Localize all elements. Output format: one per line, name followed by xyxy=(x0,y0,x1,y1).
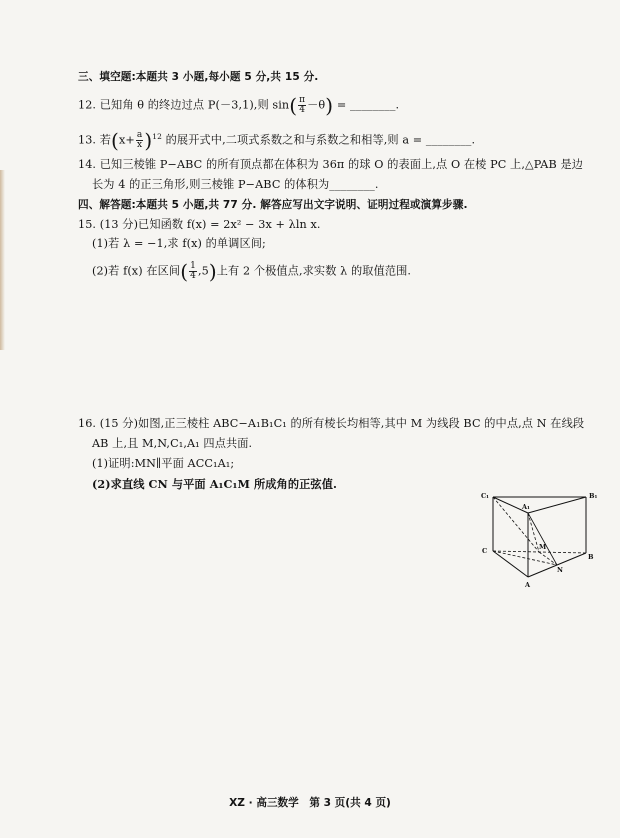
question-14-line1: 14. 已知三棱锥 P−ABC 的所有顶点都在体积为 36π 的球 O 的表面上,点 O 在棱 PC 上,△PAB 是边 xyxy=(78,158,584,171)
q13-fraction: $\frac{a}{x}$ xyxy=(136,130,143,151)
q13-pre: 13. 若 xyxy=(78,133,112,147)
question-15-stem: 15. (13 分)已知函数 f(x) = 2x² − 3x + λln x. xyxy=(78,218,321,231)
question-16-part1: (1)证明:MN∥平面 ACC₁A₁; xyxy=(92,457,235,470)
page-footer: XZ · 高三数学 第 3 页(共 4 页) xyxy=(229,797,391,809)
label-m: M xyxy=(539,543,547,551)
q15-fraction: $\frac{1}{4}$ xyxy=(190,261,196,281)
section4-header: 四、解答题:本题共 5 小题,共 77 分. 解答应写出文字说明、证明过程或演算步骤. xyxy=(78,199,468,211)
label-a: A xyxy=(525,581,531,589)
segment-a1-m xyxy=(528,513,539,552)
question-13: 13. 若(x+ $\frac{a}{x}$ )$^{12}$ 的展开式中,二项式系数之和与系数之和相等,则 a = ________. xyxy=(78,128,476,153)
question-16-line1: 16. (15 分)如图,正三棱柱 ABC−A₁B₁C₁ 的所有棱长均相等,其中 M 为线段 BC 的中点,点 N 在线段 xyxy=(78,417,585,430)
section3-header: 三、填空题:本题共 3 小题,每小题 5 分,共 15 分. xyxy=(78,71,319,83)
label-a1: A₁ xyxy=(522,503,530,511)
edge-a1-b1 xyxy=(528,497,586,513)
q12-fraction: $\frac{\pi}{4}$ xyxy=(299,95,306,115)
q12-post: －θ xyxy=(307,98,326,112)
segment-a1-n xyxy=(528,513,557,565)
question-15-part1: (1)若 λ = −1,求 f(x) 的单调区间; xyxy=(92,237,266,250)
label-c: C xyxy=(482,547,488,555)
q12-pre: 12. 已知角 θ 的终边过点 P(－3,1),则 sin xyxy=(78,98,290,112)
prism-figure xyxy=(478,487,613,595)
segment-c1-m xyxy=(493,497,539,552)
label-n: N xyxy=(557,566,563,574)
question-15-part2: (2)若 f(x) 在区间( $\frac{1}{4}$ ,5)上有 2 个极值点,求实数 λ 的取值范围. xyxy=(92,259,412,284)
question-14-line2: 长为 4 的正三角形,则三棱锥 P−ABC 的体积为________. xyxy=(92,178,379,191)
q13-exponent: 12 xyxy=(152,132,162,141)
question-16-part2: (2)求直线 CN 与平面 A₁C₁M 所成角的正弦值. xyxy=(92,477,337,491)
question-16-line2: AB 上,且 M,N,C₁,A₁ 四点共面. xyxy=(92,437,253,450)
label-c1: C₁ xyxy=(481,492,490,500)
q12-tail: = ________. xyxy=(336,98,400,112)
question-12: 12. 已知角 θ 的终边过点 P(－3,1),则 sin( $\frac{\pi}{4}$ －θ) = ________. xyxy=(78,93,400,118)
label-b: B xyxy=(588,553,594,561)
q13-post: 的展开式中,二项式系数之和与系数之和相等,则 a = ________. xyxy=(165,133,476,147)
label-b1: B₁ xyxy=(589,492,598,500)
scan-edge-shadow xyxy=(0,170,5,350)
